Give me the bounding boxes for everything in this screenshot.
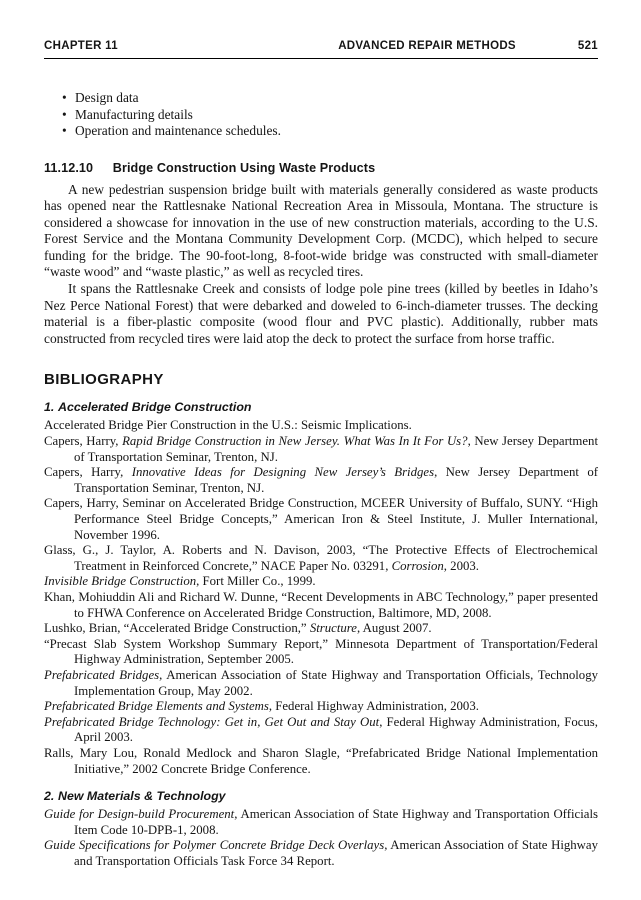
body-paragraph: It spans the Rattlesnake Creek and consists of lodge pole pine trees (killed by beetles in Idaho’s Nez Perce National Forest) that were debarked and doweled to 6-inch-diameter trusses. The decking material is a fiber-plastic composite (wood flour and PVC plastic). Additionally, rubber mats constructed from recycled tires were laid atop the deck to protect the surface from horse traffic. — [44, 281, 598, 346]
citation-text: , Federal Highway Administration, Focus, April 2003. — [74, 714, 598, 745]
bullet-item: • Operation and maintenance schedules. — [62, 123, 598, 140]
citation-text: , American Association of State Highway and Transportation Officials, Technology Implementation Group, May 2002. — [74, 667, 598, 698]
citation-title-italic: Innovative Ideas for Designing New Jersey’s Bridges — [131, 465, 435, 480]
citation-title-italic: Corrosion — [391, 558, 444, 573]
citation-text: , Federal Highway Administration, 2003. — [268, 699, 479, 714]
citation-text: Glass, G., J. Taylor, A. Roberts and N. Davison, 2003, “The Protective Effects of Electrochemical Treatment in Reinforced Concrete,” NACE Paper No. 03291, — [44, 543, 598, 573]
subheading-title: Accelerated Bridge Construction — [58, 400, 252, 415]
subheading-number: 1. — [44, 400, 55, 415]
citation-text: , New Jersey Department of Transportation Seminar, Trenton, NJ. — [74, 434, 599, 464]
citation-text: Khan, Mohiuddin Ali and Richard W. Dunne, “Recent Developments in ABC Technology,” paper presented to FHWA Conference on Accelerated Bridge Construction, Baltimore, MD, 2008. — [44, 589, 598, 620]
citation-text: Capers, Harry, — [44, 465, 132, 480]
citation-title-italic: Prefabricated Bridge Technology: Get in, Get Out and Stay Out — [44, 714, 380, 729]
citation-text: Lushko, Brian, “Accelerated Bridge Construction,” — [44, 621, 310, 636]
citation-title-italic: Guide Specifications for Polymer Concrete Bridge Deck Overlays — [44, 838, 385, 853]
bullet-list — [62, 90, 598, 140]
subheading-title: New Materials & Technology — [58, 789, 226, 804]
bullet-item: • Manufacturing details — [62, 107, 598, 124]
bibliography-subheading — [44, 400, 598, 414]
citation-text: Capers, Harry, Seminar on Accelerated Bridge Construction, MCEER University of Buffalo, SUNY. “High Performance Steel Bridge Concepts,” American Iron & Steel Institute, J. Muller International, November 1996. — [44, 496, 598, 542]
citation-text: Ralls, Mary Lou, Ronald Medlock and Sharon Slagle, “Prefabricated Bridge National Implementation Initiative,” 2002 Concrete Bridge Conference. — [44, 745, 598, 776]
section-number: 11.12.10 — [44, 160, 94, 175]
bullet-item: • Design data — [62, 90, 598, 107]
citation-text: , American Association of State Highway and Transportation Officials Item Code 10-DPB-1, 2008. — [74, 807, 598, 837]
citation-text: , American Association of State Highway and Transportation Officials Task Force 34 Report. — [74, 838, 598, 868]
citation-text: , New Jersey Department of Transportation Seminar, Trenton, NJ. — [74, 465, 598, 495]
bibliography-entry — [44, 668, 598, 699]
bibliography-subheading — [44, 789, 598, 803]
citation-title-italic: Prefabricated Bridge Elements and Systems — [44, 699, 269, 714]
bibliography-title: BIBLIOGRAPHY — [44, 371, 164, 389]
bibliography-entry — [44, 637, 598, 668]
chapter-label: CHAPTER 11 — [44, 40, 118, 52]
citation-title-italic: Structure — [309, 621, 357, 636]
citation-text: Accelerated Bridge Pier Construction in the U.S.: Seismic Implications. — [44, 418, 412, 433]
running-title: ADVANCED REPAIR METHODS — [338, 40, 516, 52]
bibliography-entry — [44, 418, 598, 434]
citation-title-italic: Prefabricated Bridges — [44, 667, 160, 682]
page-number: 521 — [577, 40, 598, 52]
running-header — [44, 40, 598, 52]
bibliography-entry — [44, 496, 598, 543]
body-paragraph: A new pedestrian suspension bridge built with materials generally considered as waste products has opened near the Rattlesnake National Recreation Area in Missoula, Montana. The structure is considered a showcase for innovation in the use of new construction materials, according to the U.S. Forest Service and the Montana Community Development Corp. (MCDC), which helped to secure funding for the bridge. The 90-foot-long, 8-foot-wide bridge was constructed with small-diameter “waste wood” and “waste plastic,” as well as recycled tires. — [44, 181, 598, 280]
bibliography-entry — [44, 746, 598, 777]
citation-text: , 2003. — [443, 558, 479, 573]
bibliography-sections — [44, 400, 598, 869]
section-heading — [44, 161, 598, 175]
bibliography-entry — [44, 621, 598, 637]
bibliography-entry — [44, 574, 598, 590]
citation-text: “Precast Slab System Workshop Summary Report,” Minnesota Department of Transportation/Federal Highway Administration, September 2005. — [44, 636, 598, 667]
bibliography-entry — [44, 699, 598, 715]
citation-text: Capers, Harry, — [44, 434, 123, 449]
citation-title-italic: Rapid Bridge Construction in New Jersey. What Was In It For Us? — [122, 434, 468, 449]
bibliography-entry — [44, 465, 598, 496]
bibliography-entry — [44, 838, 598, 869]
subheading-number: 2. — [44, 789, 55, 804]
citation-text: , August 2007. — [356, 621, 432, 636]
citation-text: , Fort Miller Co., 1999. — [196, 574, 316, 589]
citation-title-italic: Guide for Design-build Procurement — [44, 807, 235, 822]
bibliography-entry — [44, 543, 598, 574]
bibliography-entry — [44, 434, 598, 465]
bibliography-entry — [44, 590, 598, 621]
bibliography-entry — [44, 715, 598, 746]
section-title: Bridge Construction Using Waste Products — [112, 160, 376, 175]
bibliography-entry — [44, 807, 598, 838]
citation-title-italic: Invisible Bridge Construction — [44, 574, 197, 589]
header-rule — [44, 58, 598, 59]
section-paragraphs — [44, 182, 598, 348]
